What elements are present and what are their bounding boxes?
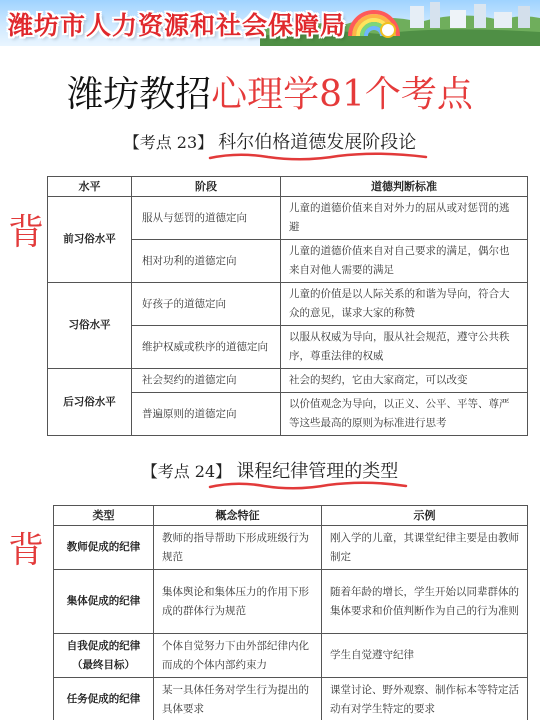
type-label: 集体促成的纪律 <box>66 595 141 607</box>
example-cell: 课堂讨论、野外观察、制作标本等特定活动有对学生特定的要求 <box>322 678 528 720</box>
section-24-topic: 课程纪律管理的类型 <box>236 461 399 482</box>
criterion-cell: 儿童的价值是以人际关系的和谐为导向，符合大众的意见，谋求大家的称赞 <box>281 283 528 326</box>
stage-cell: 服从与惩罚的道德定向 <box>132 197 281 240</box>
table-row <box>48 283 528 326</box>
stage-cell: 普遍原则的道德定向 <box>132 393 281 436</box>
example-cell: 随着年龄的增长，学生开始以同辈群体的集体要求和价值判断作为自己的行为准则 <box>322 570 528 634</box>
feature-cell: 集体舆论和集体压力的作用下形成的群体行为规范 <box>154 570 322 634</box>
table-header-row <box>48 177 528 197</box>
memorize-mark: 背 <box>8 530 45 571</box>
column-header: 概念特征 <box>154 506 322 526</box>
type-label: 任务促成的纪律 <box>66 693 141 705</box>
header-banner <box>0 0 540 46</box>
type-cell <box>54 570 154 634</box>
memorize-mark: 背 <box>8 212 45 253</box>
stage-cell: 相对功利的道德定向 <box>132 240 281 283</box>
type-note: （最终目标） <box>72 658 135 671</box>
type-cell <box>54 526 154 570</box>
table-row <box>54 678 528 720</box>
column-header: 水平 <box>48 177 132 197</box>
type-label: 自我促成的纪律 <box>66 639 141 652</box>
example-cell: 刚入学的儿童，其课堂纪律主要是由教师制定 <box>322 526 528 570</box>
page-title-part1: 潍坊教招 <box>67 74 212 115</box>
type-cell <box>54 678 154 720</box>
feature-cell: 个体自觉努力下由外部纪律内化而成的个体内部约束力 <box>154 634 322 678</box>
discipline-types-table <box>53 505 528 720</box>
table-row <box>48 197 528 240</box>
rainbow-icon <box>344 2 404 38</box>
column-header: 道德判断标准 <box>281 177 528 197</box>
stage-cell: 社会契约的道德定向 <box>132 369 281 393</box>
table-header-row <box>54 506 528 526</box>
criterion-cell: 儿童的道德价值来自对自己要求的满足，偶尔也来自对他人需要的满足 <box>281 240 528 283</box>
table-row <box>54 634 528 678</box>
criterion-cell: 以价值观念为导向，以正义、公平、平等、尊严等这些最高的原则为标准进行思考 <box>281 393 528 436</box>
criterion-cell: 社会的契约，它由大家商定，可以改变 <box>281 369 528 393</box>
feature-cell: 某一具体任务对学生行为提出的具体要求 <box>154 678 322 720</box>
stage-cell: 好孩子的道德定向 <box>132 283 281 326</box>
level-cell: 前习俗水平 <box>48 197 132 283</box>
kohlberg-table <box>47 176 528 436</box>
underline-squiggle <box>208 150 428 162</box>
level-cell: 后习俗水平 <box>48 369 132 436</box>
table-row <box>54 526 528 570</box>
column-header: 示例 <box>322 506 528 526</box>
column-header: 阶段 <box>132 177 281 197</box>
criterion-cell: 以服从权威为导向，服从社会规范，遵守公共秩序，尊重法律的权威 <box>281 326 528 369</box>
table-row <box>54 570 528 634</box>
section-24-tag: 【考点 24】 <box>141 462 232 481</box>
type-label: 教师促成的纪律 <box>66 541 141 553</box>
feature-cell: 教师的指导帮助下形成班级行为规范 <box>154 526 322 570</box>
banner-title: 潍坊市人力资源和社会保障局 <box>8 11 347 40</box>
section-23-topic: 科尔伯格道德发展阶段论 <box>218 132 417 153</box>
page-title <box>0 66 540 117</box>
example-cell: 学生自觉遵守纪律 <box>322 634 528 678</box>
section-23-tag: 【考点 23】 <box>123 133 214 152</box>
level-cell: 习俗水平 <box>48 283 132 369</box>
table-row <box>48 369 528 393</box>
type-cell <box>54 634 154 678</box>
column-header: 类型 <box>54 506 154 526</box>
underline-squiggle <box>208 479 408 491</box>
stage-cell: 维护权威或秩序的道德定向 <box>132 326 281 369</box>
page-title-part2: 心理学81个考点 <box>211 74 473 115</box>
criterion-cell: 儿童的道德价值来自对外力的屈从或对惩罚的逃避 <box>281 197 528 240</box>
